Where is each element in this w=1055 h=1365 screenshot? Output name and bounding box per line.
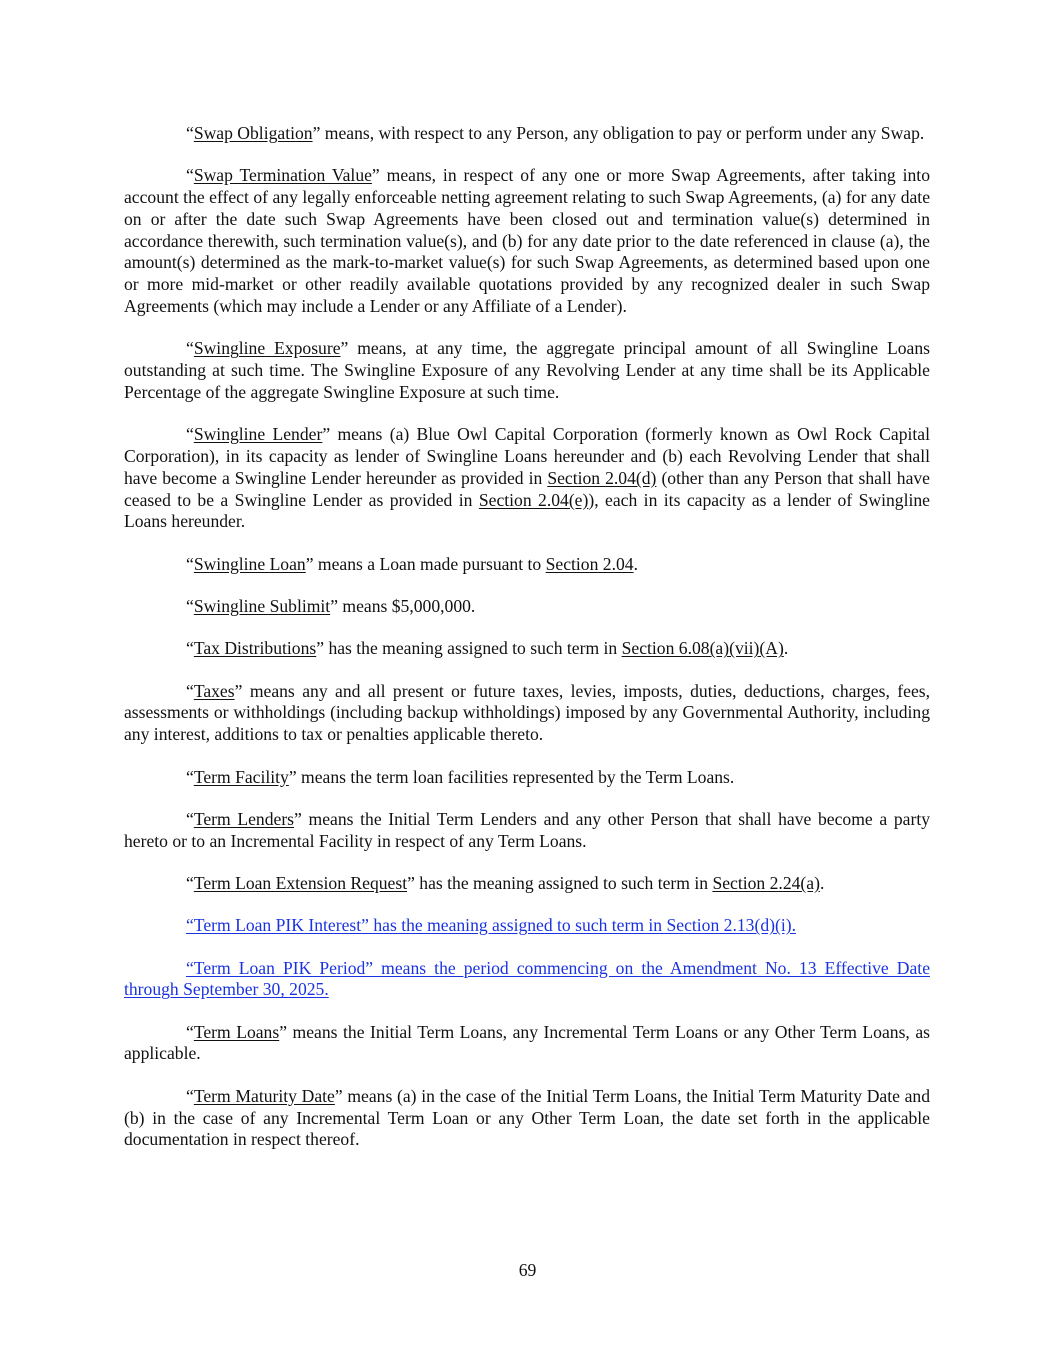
definition-text: ” means a Loan made pursuant to xyxy=(305,553,546,574)
defined-term: Swingline Exposure xyxy=(193,338,341,359)
definition-text: (other than any Person that shall have ceased to be a Swingline Lender as provided in xyxy=(124,467,930,510)
definition-text: ), each in its capacity as a lender of Swingline Loans hereunder. xyxy=(124,489,930,532)
defined-term: Term Maturity Date xyxy=(193,1085,335,1106)
section-reference: Section 6.08(a)(vii)(A) xyxy=(621,638,784,659)
definition-swap-termination-value: “Swap Termination Value” means, in respect of any one or more Swap Agreements, after taking into account the effect of any legally enforceable netting agreement relating to such Swap Agreements, (a) for any date on or after the date such Swap Agreements have been closed out and termination value(s) determined in accordance therewith, such termination value(s), and (b) for any date prior to the date referenced in clause (a), the amount(s) determined as the mark-to-market value(s) for such Swap Agreements, as determined based upon one or more mid-market or other readily available quotations provided by any recognized dealer in such Swap Agreements (which may include a Lender or any Affiliate of a Lender). xyxy=(124,165,930,317)
definition-text: ” means any and all present or future taxes, levies, imposts, duties, deductions, charges, fees, assessments or withholdings (including backup withholdings) imposed by any Governmental Authority, including any interest, additions to tax or penalties applicable thereto. xyxy=(124,680,930,745)
definition-term-loan-pik-period xyxy=(124,958,930,1002)
section-reference: Section 2.04(d) xyxy=(547,467,657,488)
defined-term: Tax Distributions xyxy=(193,638,317,659)
definition-text: ” has the meaning assigned to such term in xyxy=(316,638,622,659)
defined-term: Swingline Lender xyxy=(193,424,323,445)
definition-swingline-loan: “Swingline Loan” means a Loan made pursuant to Section 2.04. xyxy=(186,553,638,574)
definition-text: ” means, with respect to any Person, any obligation to pay or perform under any Swap. xyxy=(312,123,925,143)
defined-term: Taxes xyxy=(193,680,235,701)
definition-term-lenders: “Term Lenders” means the Initial Term Lenders and any other Person that shall have become a party hereto or to an Incremental Facility in respect of any Term Loans. xyxy=(124,808,931,851)
inserted-text: “Term Loan PIK Period” means the period commencing on the Amendment No. 13 Effective Date through September 30, 2025. xyxy=(124,957,930,1000)
definition-text: ” has the meaning assigned to such term in xyxy=(407,872,713,893)
defined-term: Term Loans xyxy=(193,1021,280,1042)
definition-swingline-lender: “Swingline Lender” means (a) Blue Owl Capital Corporation (formerly known as Owl Rock Capital Corporation), in its capacity as lender of Swingline Loans hereunder and (b) each Revolving Lender that shall have become a Swingline Lender hereunder as provided in Section 2.04(d) (other than any Person that shall have ceased to be a Swingline Lender as provided in Section 2.04(e)), each in its capacity as a lender of Swingline Loans hereunder. xyxy=(124,424,930,532)
definition-text: ” means (a) in the case of the Initial Term Loans, the Initial Term Maturity Date and (b) in the case of any Incremental Term Loan or any Other Term Loan, the date set forth in the applicable documentation in respect thereof. xyxy=(124,1085,930,1150)
defined-term: Swap Obligation xyxy=(193,123,313,143)
definition-text: ” means, at any time, the aggregate principal amount of all Swingline Loans outstanding at such time. The Swingline Exposure of any Revolving Lender at any time shall be its Applicable Percentage of the aggregate Swingline Exposure at such time. xyxy=(124,338,930,402)
definition-taxes: “Taxes” means any and all present or future taxes, levies, imposts, duties, deductions, charges, fees, assessments or withholdings (including backup withholdings) imposed by any Governmental Authority, including any interest, additions to tax or penalties applicable thereto. xyxy=(124,680,930,745)
definition-text: . xyxy=(633,553,638,574)
definition-tax-distributions: “Tax Distributions” has the meaning assigned to such term in Section 6.08(a)(vii)(A). xyxy=(186,638,789,659)
inserted-text: “Term Loan PIK Interest” has the meaning assigned to such term in Section 2.13(d)(i). xyxy=(186,915,796,936)
defined-term: Term Loan Extension Request xyxy=(193,872,408,893)
defined-term: Term Lenders xyxy=(193,808,295,829)
definition-term-facility: “Term Facility” means the term loan facilities represented by the Term Loans. xyxy=(186,766,735,787)
definition-text: ” means the Initial Term Loans, any Incremental Term Loans or any Other Term Loans, as applicable. xyxy=(124,1021,930,1064)
definition-text: ” means the Initial Term Lenders and any other Person that shall have become a party hereto or to an Incremental Facility in respect of any Term Loans. xyxy=(124,808,931,851)
page-number: 69 xyxy=(518,1260,537,1280)
section-reference: Section 2.24(a) xyxy=(712,872,820,893)
section-reference: Section 2.04(e) xyxy=(478,489,589,510)
defined-term: Swingline Loan xyxy=(193,553,306,574)
definition-term-loan-extension-request: “Term Loan Extension Request” has the meaning assigned to such term in Section 2.24(a). xyxy=(186,872,825,893)
definition-text: ” means the term loan facilities represented by the Term Loans. xyxy=(288,766,735,787)
section-reference: Section 2.04 xyxy=(545,553,634,574)
definition-text: ” means, in respect of any one or more Swap Agreements, after taking into account the effect of any legally enforceable netting agreement relating to such Swap Agreements, (a) for any date on or after the date such Swap Agreements have been closed out and termination value(s) determined in accordance therewith, such termination value(s), and (b) for any date prior to the date referenced in clause (a), the amount(s) determined as the mark-to-market value(s) for such Swap Agreements, as determined based upon one or more mid-market or other readily available quotations provided by any recognized dealer in such Swap Agreements (which may include a Lender or any Affiliate of a Lender). xyxy=(124,165,930,317)
definition-text: . xyxy=(783,638,789,659)
defined-term: Swingline Sublimit xyxy=(193,596,331,617)
definition-swingline-exposure: “Swingline Exposure” means, at any time, the aggregate principal amount of all Swingline Loans outstanding at such time. The Swingline Exposure of any Revolving Lender at any time shall be its Applicable Percentage of the aggregate Swingline Exposure at such time. xyxy=(124,338,930,402)
definition-term-loan-pik-interest xyxy=(124,915,930,937)
definition-text: ” means $5,000,000. xyxy=(330,596,476,617)
definition-term-loans: “Term Loans” means the Initial Term Loans, any Incremental Term Loans or any Other Term Loans, as applicable. xyxy=(124,1021,930,1064)
definition-text: ” means (a) Blue Owl Capital Corporation (formerly known as Owl Rock Capital Corporation), in its capacity as lender of Swingline Loans hereunder and (b) each Revolving Lender that shall have become a Swingline Lender hereunder as provided in xyxy=(124,424,930,488)
definition-swingline-sublimit: “Swingline Sublimit” means $5,000,000. xyxy=(186,596,476,617)
definition-term-maturity-date: “Term Maturity Date” means (a) in the case of the Initial Term Loans, the Initial Term Maturity Date and (b) in the case of any Incremental Term Loan or any Other Term Loan, the date set forth in the applicable documentation in respect thereof. xyxy=(124,1085,930,1150)
defined-term: Swap Termination Value xyxy=(193,165,372,186)
definition-text: . xyxy=(819,872,825,893)
definition-swap-obligation: “Swap Obligation” means, with respect to any Person, any obligation to pay or perform under any Swap. xyxy=(186,123,925,143)
defined-term: Term Facility xyxy=(193,766,289,787)
